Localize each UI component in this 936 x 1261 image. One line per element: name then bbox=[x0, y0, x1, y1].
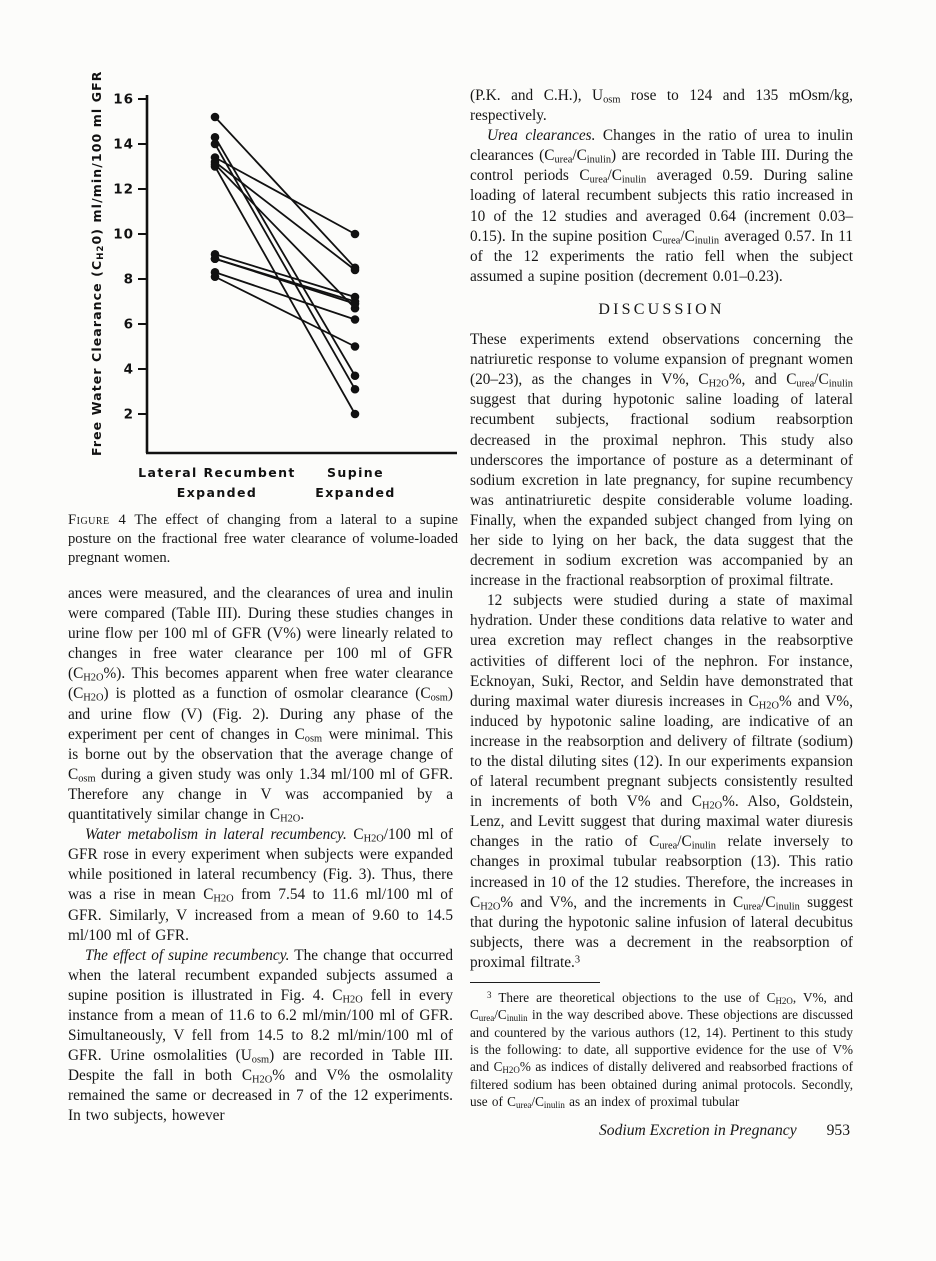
data-point-lateral-recumbent bbox=[211, 254, 220, 263]
figure-caption bbox=[68, 511, 458, 569]
paragraph-urea-clearances: Urea clearances. Changes in the ratio of urea to inulin clearances $(C_{urea}/C_{inulin})$ are recorded in Table III. During the control periods $C_{urea}/C_{inulin}$ averaged 0.59. During saline loading of lateral recumbent subjects this ratio increased in 10 of the 12 studies and averaged 0.64 (increment 0.03–0.15). In the supine position $C_{urea}/C_{inulin}$ averaged 0.57. In 11 of the 12 experiments the ratio fell when the subject assumed a supine position (decrement 0.01–0.23). bbox=[470, 127, 854, 285]
footnote bbox=[470, 989, 853, 1110]
y-tick-label: 6 bbox=[123, 316, 134, 333]
y-tick-label: 14 bbox=[113, 136, 134, 153]
discussion-heading: DISCUSSION bbox=[598, 300, 725, 318]
figure4-chart-svg bbox=[60, 70, 460, 520]
paragraph-water-metabolism: Water metabolism in lateral recumbency. $C_{H2O}/100$ ml of GFR rose in every experiment when subjects were expanded while positioned in lateral recumbency (Fig. 3). Thus, there was a rise in mean $C_{H2O}$ from 7.54 to 11.6 ml/100 ml of GFR. Similarly, V increased from a mean of 9.60 to 14.5 ml/100 ml of GFR. bbox=[68, 826, 453, 944]
data-point-lateral-recumbent bbox=[211, 140, 220, 149]
paragraph-supine-recumbency: The effect of supine recumbency. The change that occurred when the lateral recumbent expanded subjects assumed a supine position is illustrated in Fig. 4. $C_{H2O}$ fell in every instance from a mean of 11.6 to 6.2 ml/min/100 ml of GFR. Simultaneously, V fell from 14.5 to 8.2 ml/min/100 ml of GFR. Urine osmolalities $(U_{osm})$ are recorded in Table III. Despite the fall in both $C_{H2O}\%$ and V% the osmolality remained the same or decreased in 7 of the 12 experiments. In two subjects, however bbox=[68, 946, 454, 1125]
right-column bbox=[470, 86, 853, 1110]
subject-pair-line bbox=[215, 137, 355, 376]
y-axis-label: Free Water Clearance $(C_{H2}0)$ ml/min/100 ml GFR bbox=[89, 70, 107, 456]
data-point-lateral-recumbent bbox=[211, 272, 220, 281]
subject-pair-line bbox=[215, 162, 355, 270]
data-point-supine bbox=[351, 299, 360, 308]
data-point-lateral-recumbent bbox=[211, 162, 220, 171]
y-tick-label: 16 bbox=[113, 91, 134, 108]
data-point-lateral-recumbent bbox=[211, 113, 220, 122]
x-tick-line2: Expanded bbox=[315, 485, 396, 500]
figure-caption-text: The effect of changing from a lateral to a supine posture on the fractional free water clearance of volume-loaded pregnant women. bbox=[68, 512, 458, 567]
y-tick-label: 4 bbox=[123, 361, 134, 378]
y-tick-label: 8 bbox=[123, 271, 134, 288]
x-axis-label-supine bbox=[278, 463, 433, 503]
x-tick-line2: Expanded bbox=[176, 485, 258, 500]
figure4-chart bbox=[60, 70, 460, 520]
data-point-supine bbox=[351, 230, 360, 239]
subject-pair-line bbox=[215, 144, 355, 389]
footnote-text: $^3$ There are theoretical objections to the use of $C_{H2O}$, V%, and $C_{urea}/C_{inulin}$ in the way described above. These objections are discussed and countered by the various authors (12, 14). Pertinent to this study is the following: to date, all supportive evidence for the use of V% and $C_{H2O}\%$ as indices of distally delivered and reabsorbed fractions of filtered sodium has been obtained during animal protocols. Secondly, use of $C_{urea}/C_{inulin}$ as an index of proximal tubular bbox=[470, 990, 853, 1111]
paragraph-uosm-continuation: (P.K. and C.H.), $U_{osm}$ rose to 124 and 135 mOsm/kg, respectively. bbox=[470, 87, 853, 125]
paragraph-discussion-2: 12 subjects were studied during a state of maximal hydration. Under these conditions data relative to water and urea excretion may reflect changes in the reabsorptive activities of different loci of the nephron. For instance, Ecknoyan, Suki, Rector, and Seldin have demonstrated that during maximal water diuresis increases in $C_{H2O}\%$ and V%, induced by hypotonic saline loading, are indicative of an increase in the reabsorption and delivery of filtrate (sodium) to the distal diluting sites (12). In our experiments expansion of lateral recumbent pregnant subjects consistently resulted in increments of both V% and $C_{H2O}\%$. Also, Goldstein, Lenz, and Levitt suggest that during maximal water diuresis changes in the ratio of $C_{urea}/C_{inulin}$ relate inversely to changes in proximal tubular reabsorption (13). This ratio increased in 10 of the 12 studies. Therefore, the increases in $C_{H2O}\%$ and V%, and the increments in $C_{urea}/C_{inulin}$ suggest that during the hypotonic saline infusion of lateral decubitus subjects, there was a decrement in the reabsorption of proximal filtrate.$^3$ bbox=[470, 592, 853, 971]
subject-pair-line bbox=[215, 158, 355, 235]
y-tick-label: 12 bbox=[113, 181, 134, 198]
data-point-supine bbox=[351, 342, 360, 351]
paragraph-clearances-continuation: ances were measured, and the clearances of urea and inulin were compared (Table III). During these studies changes in urine flow per 100 ml of GFR (V%) were linearly related to changes in free water clearance per 100 ml of GFR $(C_{H2O}\%)$. This becomes apparent when free water clearance $(C_{H2O})$ is plotted as a function of osmolar clearance $(C_{osm})$ and urine flow (V) (Fig. 2). During any phase of the experiment per cent of changes in $C_{osm}$ were minimal. This is borne out by the observation that the average change of $C_{osm}$ during a given study was only 1.34 ml/100 ml of GFR. Therefore any change in V was accompanied by a quantitatively similar change in $C_{H2O}$. bbox=[68, 585, 453, 825]
y-tick-label: 2 bbox=[123, 406, 134, 423]
data-point-supine bbox=[351, 410, 360, 419]
footnote-divider bbox=[470, 982, 600, 983]
footer-running-title: Sodium Excretion in Pregnancy bbox=[599, 1122, 797, 1139]
left-column bbox=[68, 584, 453, 1127]
y-tick-label: 10 bbox=[113, 226, 134, 243]
page-footer bbox=[470, 1122, 850, 1140]
x-tick-line1: Supine bbox=[327, 465, 384, 480]
data-point-supine bbox=[351, 266, 360, 275]
paragraph-discussion-1: These experiments extend observations concerning the natriuretic response to volume expansion of pregnant women (20–23), as the changes in V%, $C_{H2O}\%$, and $C_{urea}/C_{inulin}$ suggest that during hypotonic saline loading of lateral recumbent subjects, fractional sodium reabsorption decreased in the proximal nephron. This study also underscores the importance of posture as a determinant of sodium excretion in late pregnancy, for supine recumbency was antinatriuretic despite considerable volume loading. Finally, when the expanded subject changed from lying on her side to lying on her back, the data suggest that the decrement in sodium excretion was accompanied by an increase in the fractional reabsorption of proximal filtrate. bbox=[470, 331, 853, 590]
subject-pair-line bbox=[215, 117, 355, 268]
data-point-supine bbox=[351, 315, 360, 324]
x-tick-line1: Lateral Recumbent bbox=[138, 465, 296, 480]
data-point-supine bbox=[351, 371, 360, 380]
data-point-supine bbox=[351, 385, 360, 394]
figure-caption-label: Figure 4 bbox=[68, 512, 127, 528]
footer-page-number: 953 bbox=[826, 1122, 850, 1139]
